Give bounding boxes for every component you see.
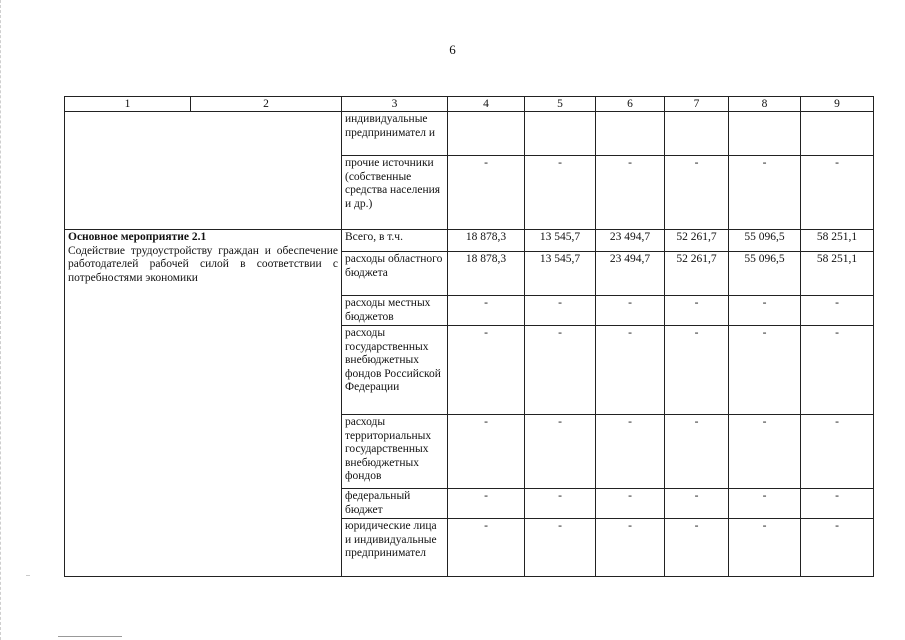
col-header: 6 xyxy=(596,97,665,112)
value-cell: - xyxy=(448,519,525,577)
table-row xyxy=(65,112,874,156)
value-cell: 52 261,7 xyxy=(665,230,729,252)
value-cell: 58 251,1 xyxy=(801,230,874,252)
value-cell: - xyxy=(448,415,525,489)
col-header: 1 xyxy=(65,97,191,112)
measure-description: Содействие трудоустройству граждан и обеспечение работодателей рабочей силой в соответствии с потребностями экономики xyxy=(68,244,338,284)
funding-source: расходы государственных внебюджетных фондов Российской Федерации xyxy=(342,326,448,415)
budget-table xyxy=(64,96,874,577)
value-cell xyxy=(525,112,596,156)
funding-source: расходы территориальных государственных внебюджетных фондов xyxy=(342,415,448,489)
value-cell: - xyxy=(729,489,801,519)
scan-mark: .. xyxy=(26,569,30,578)
value-cell: - xyxy=(729,326,801,415)
value-cell xyxy=(448,112,525,156)
value-cell: - xyxy=(525,296,596,326)
value-cell: - xyxy=(525,489,596,519)
value-cell: 23 494,7 xyxy=(596,252,665,296)
funding-source: расходы местных бюджетов xyxy=(342,296,448,326)
value-cell: 18 878,3 xyxy=(448,230,525,252)
value-cell: - xyxy=(665,296,729,326)
table-row xyxy=(65,230,874,252)
value-cell: - xyxy=(525,156,596,230)
value-cell: 58 251,1 xyxy=(801,252,874,296)
col-header: 3 xyxy=(342,97,448,112)
empty-cell xyxy=(65,112,342,230)
funding-source: федеральный бюджет xyxy=(342,489,448,519)
value-cell: - xyxy=(596,296,665,326)
value-cell: - xyxy=(596,326,665,415)
value-cell: - xyxy=(665,489,729,519)
value-cell: 23 494,7 xyxy=(596,230,665,252)
value-cell: - xyxy=(729,296,801,326)
value-cell: - xyxy=(665,519,729,577)
col-header: 9 xyxy=(801,97,874,112)
value-cell xyxy=(729,112,801,156)
value-cell: - xyxy=(801,415,874,489)
funding-source: прочие источники (собственные средства населения и др.) xyxy=(342,156,448,230)
col-header: 5 xyxy=(525,97,596,112)
value-cell: - xyxy=(448,156,525,230)
value-cell: - xyxy=(665,156,729,230)
value-cell: - xyxy=(596,489,665,519)
value-cell: - xyxy=(729,156,801,230)
value-cell xyxy=(801,112,874,156)
value-cell: - xyxy=(801,519,874,577)
header-row xyxy=(65,97,874,112)
value-cell xyxy=(665,112,729,156)
funding-source: юридические лица и индивидуальные предпринимател xyxy=(342,519,448,577)
value-cell: - xyxy=(525,326,596,415)
value-cell: - xyxy=(729,415,801,489)
col-header: 2 xyxy=(191,97,342,112)
funding-source: индивидуальные предпринимател и xyxy=(342,112,448,156)
value-cell: - xyxy=(801,326,874,415)
value-cell: - xyxy=(665,326,729,415)
value-cell: - xyxy=(801,489,874,519)
value-cell: - xyxy=(525,519,596,577)
value-cell: - xyxy=(448,326,525,415)
value-cell: - xyxy=(596,415,665,489)
value-cell: - xyxy=(448,489,525,519)
measure-title: Основное мероприятие 2.1 xyxy=(68,231,207,243)
value-cell: 55 096,5 xyxy=(729,252,801,296)
page-number: 6 xyxy=(449,42,456,57)
value-cell: - xyxy=(665,415,729,489)
col-header: 4 xyxy=(448,97,525,112)
col-header: 7 xyxy=(665,97,729,112)
value-cell: - xyxy=(729,519,801,577)
funding-source: расходы областного бюджета xyxy=(342,252,448,296)
value-cell: - xyxy=(525,415,596,489)
value-cell: - xyxy=(448,296,525,326)
col-header: 8 xyxy=(729,97,801,112)
value-cell: 55 096,5 xyxy=(729,230,801,252)
footer-rule xyxy=(58,636,122,637)
scan-edge xyxy=(0,0,5,640)
value-cell: 18 878,3 xyxy=(448,252,525,296)
measure-cell xyxy=(65,230,342,577)
value-cell: 13 545,7 xyxy=(525,252,596,296)
value-cell: 13 545,7 xyxy=(525,230,596,252)
value-cell: - xyxy=(596,156,665,230)
value-cell xyxy=(596,112,665,156)
value-cell: 52 261,7 xyxy=(665,252,729,296)
value-cell: - xyxy=(596,519,665,577)
value-cell: - xyxy=(801,156,874,230)
funding-source: Всего, в т.ч. xyxy=(342,230,448,252)
value-cell: - xyxy=(801,296,874,326)
